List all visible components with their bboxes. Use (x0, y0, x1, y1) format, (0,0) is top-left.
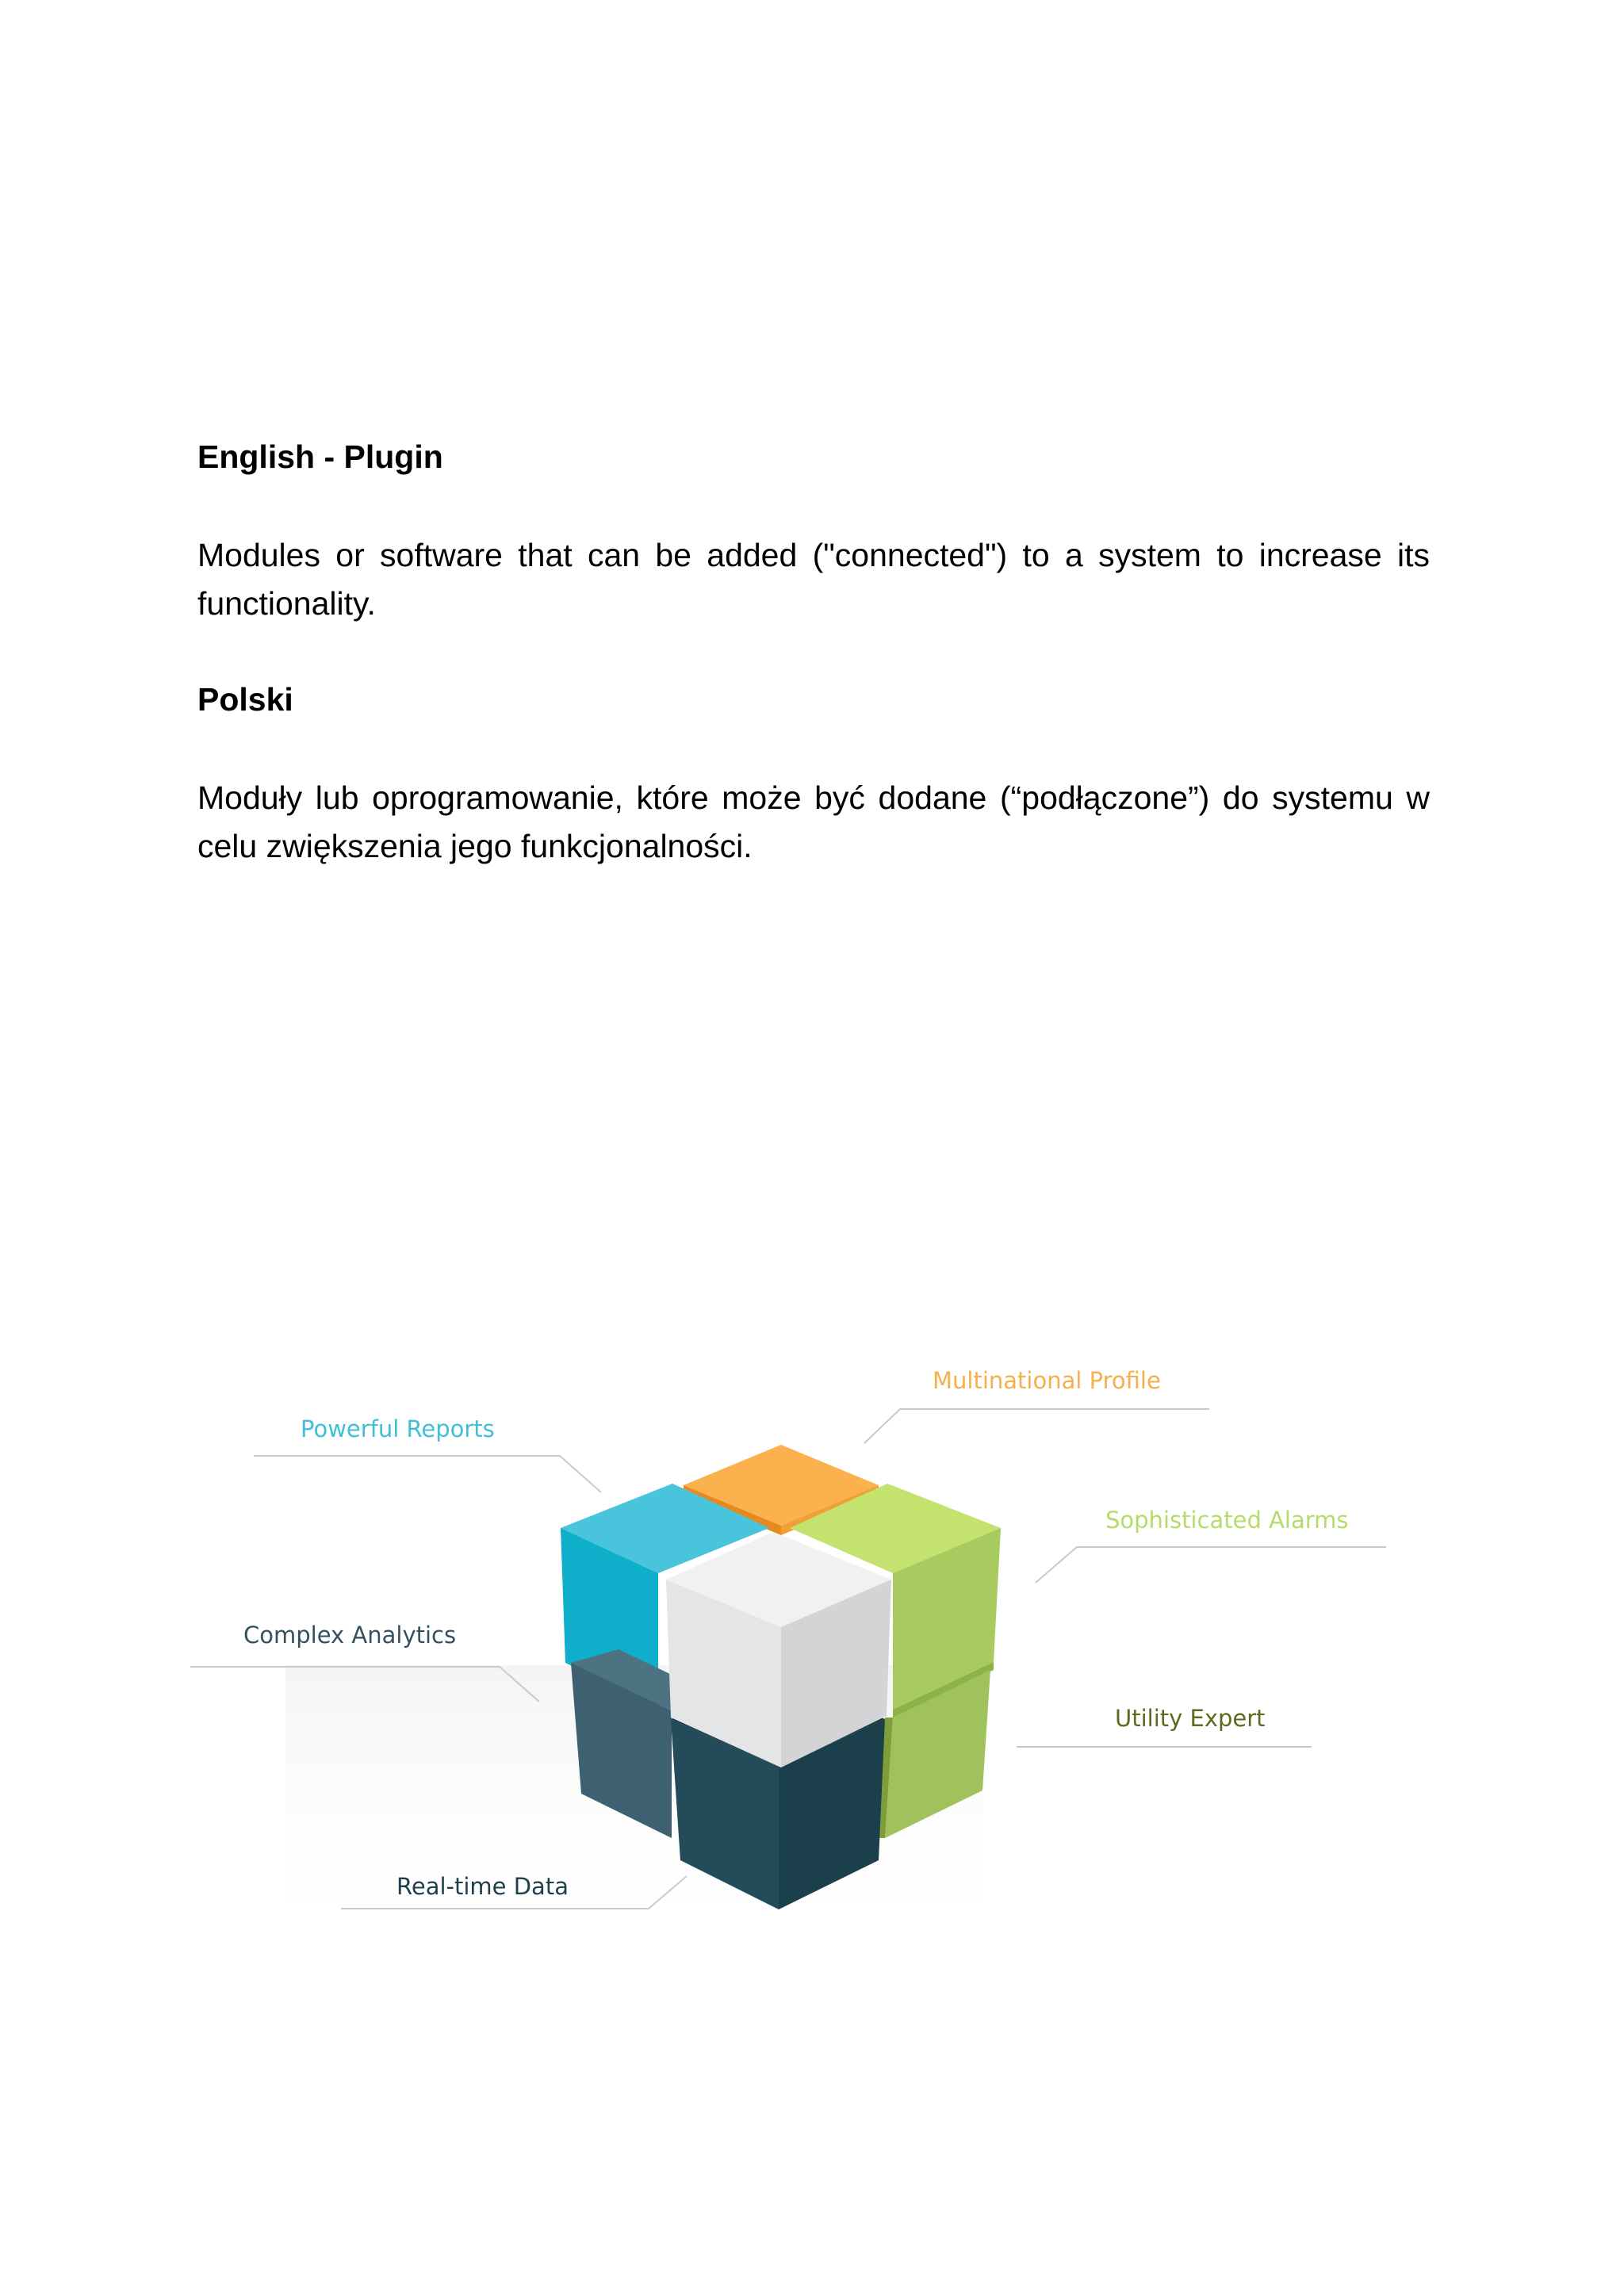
powerful-reports-label: Powerful Reports (301, 1415, 495, 1442)
multinational-leader-line (864, 1409, 1209, 1443)
reports-leader-line (254, 1456, 601, 1492)
alarms-leader-line (1036, 1547, 1386, 1583)
realtime-data-label: Real-time Data (396, 1873, 569, 1900)
english-heading: English - Plugin (197, 439, 443, 475)
polish-heading: Polski (197, 681, 293, 718)
complex-analytics-label: Complex Analytics (243, 1622, 457, 1649)
sophisticated-alarms-label: Sophisticated Alarms (1105, 1507, 1349, 1534)
polish-definition: Moduły lub oprogramowanie, które może być dodane (“podłączone”) do systemu w celu zwiększenia jego funkcjonalności. (197, 779, 1430, 864)
utility-expert-label: Utility Expert (1115, 1705, 1266, 1732)
english-definition: Modules or software that can be added ("connected") to a system to increase its functionality. (197, 537, 1430, 622)
multinational-profile-label: Multinational Profile (933, 1367, 1161, 1394)
